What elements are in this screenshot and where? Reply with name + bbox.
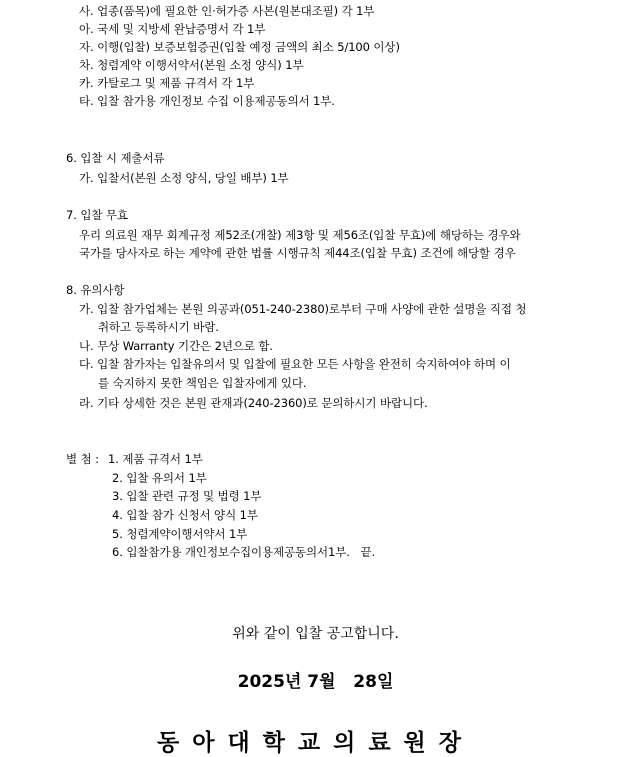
attachments-label: 별 첨 : — [66, 452, 99, 466]
section6-heading: 6. 입찰 시 제출서류 — [66, 151, 165, 165]
list-item-sa: 사. 업종(품목)에 필요한 인·허가증 사본(원본대조필) 각 1부 — [79, 4, 375, 18]
attachment-item-4: 4. 입찰 참가 신청서 양식 1부 — [112, 508, 258, 522]
list-item-ta: 타. 입찰 참가용 개인정보 수집 이용제공동의서 1부. — [79, 94, 335, 108]
list-item-ja: 자. 이행(입찰) 보증보험증권(입찰 예정 금액의 최소 5/100 이상) — [79, 40, 400, 54]
announcement-date: 2025년 7월 28일 — [237, 672, 394, 692]
section7-heading: 7. 입찰 무효 — [66, 208, 128, 222]
list-item-a: 아. 국세 및 지방세 완납증명서 각 1부 — [79, 22, 266, 36]
attachment-item-5: 5. 청렴계약이행서약서 1부 — [112, 527, 248, 541]
section8-line-6: 라. 기타 상세한 것은 본원 관재과(240-2360)로 문의하시기 바랍니다. — [79, 396, 428, 410]
section8-line-3: 나. 무상 Warranty 기간은 2년으로 함. — [79, 339, 273, 353]
section8-heading: 8. 유의사항 — [66, 283, 125, 297]
section8-line-4: 다. 입찰 참가자는 입찰유의서 및 입찰에 필요한 모든 사항을 완전히 숙지하여야 하며 이 — [79, 357, 511, 371]
section7-line-2: 국가를 당사자로 하는 계약에 관한 법률 시행규칙 제44조(입찰 무효) 조건에 해당할 경우 — [79, 246, 516, 260]
attachment-item-6: 6. 입찰참가용 개인정보수집이용제공동의서1부. 끝. — [112, 545, 376, 559]
section8-line-2: 취하고 등록하시기 바람. — [98, 320, 219, 334]
section6-item: 가. 입찰서(본원 소정 양식, 당일 배부) 1부 — [79, 171, 289, 185]
section7-line-1: 우리 의료원 재무 회계규정 제52조(개찰) 제3항 및 제56조(입찰 무효)에 해당하는 경우와 — [79, 228, 521, 242]
attachment-item-1: 1. 제품 규격서 1부 — [108, 452, 203, 466]
section8-line-5: 를 숙지하지 못한 책임은 입찰자에게 있다. — [98, 376, 307, 390]
closing-statement: 위와 같이 입찰 공고합니다. — [232, 626, 399, 642]
signature: 동아대학교의료원장 — [157, 730, 474, 756]
list-item-cha: 차. 청렴계약 이행서약서(본원 소정 양식) 1부 — [79, 58, 304, 72]
attachment-item-2: 2. 입찰 유의서 1부 — [112, 471, 207, 485]
list-item-ka: 카. 카탈로그 및 제품 규격서 각 1부 — [79, 76, 255, 90]
section8-line-1: 가. 입찰 참가업체는 본원 의공과(051-240-2380)로부터 구매 사양에 관한 설명을 직접 청 — [79, 302, 527, 316]
attachment-item-3: 3. 입찰 관련 규정 및 법령 1부 — [112, 489, 262, 503]
